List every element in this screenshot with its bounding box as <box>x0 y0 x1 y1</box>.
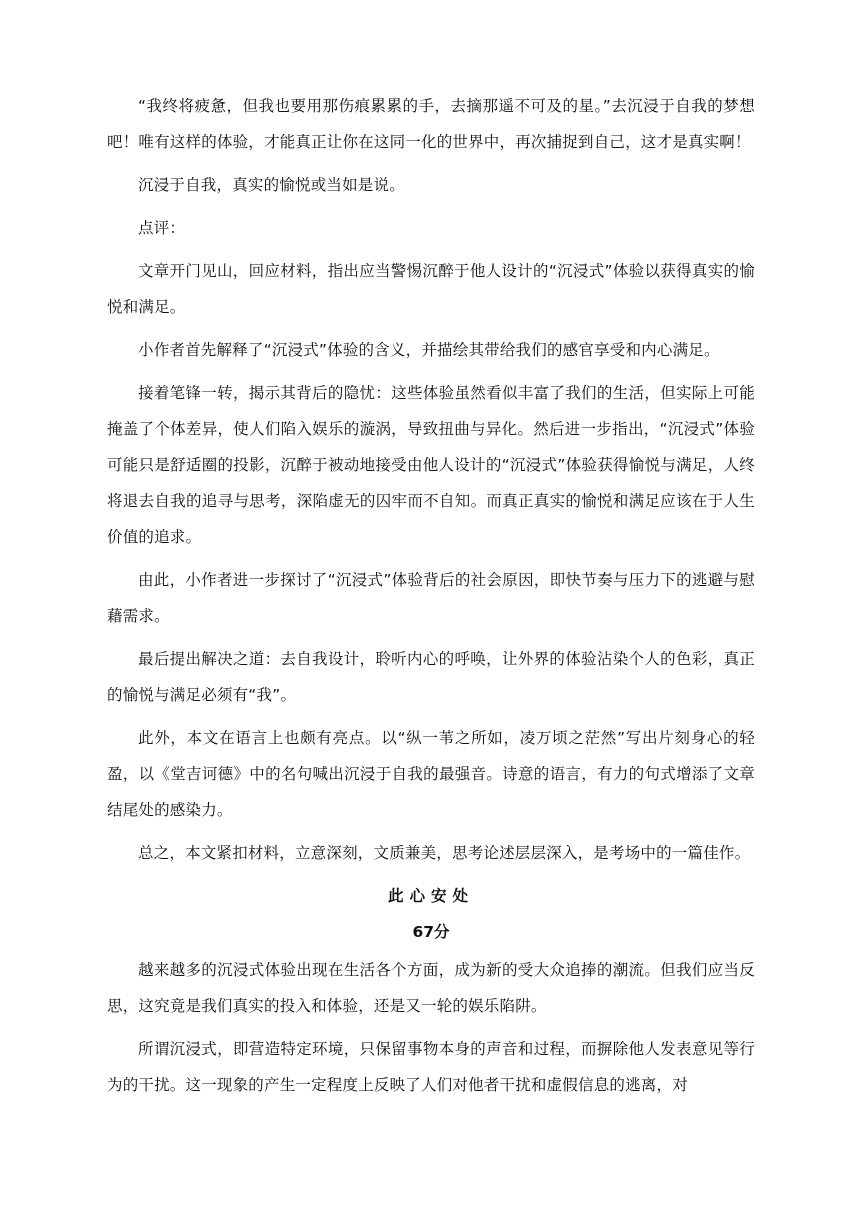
essay-title: 此心安处 <box>387 887 474 905</box>
paragraph-essay-closing: 沉浸于自我，真实的愉悦或当如是说。 <box>138 176 405 194</box>
paragraph-quote-conclusion: “我终将疲惫，但我也要用那伤痕累累的手，去摘那遥不可及的星。”去沉浸于自我的梦想吧！唯有这样的体验，才能真正让你在这同一化的世界中，再次捕捉到自己，这才是真实啊！ <box>107 97 755 151</box>
paragraph-essay-intro: 越来越多的沉浸式体验出现在生活各个方面，成为新的受大众追捧的潮流。但我们应当反思，这究竟是我们真实的投入和体验，还是又一轮的娱乐陷阱。 <box>107 961 755 1015</box>
document-page <box>107 88 755 1110</box>
paragraph-comment-summary: 总之，本文紧扣材料，立意深刻，文质兼美，思考论述层层深入，是考场中的一篇佳作。 <box>138 844 751 862</box>
paragraph-comment-solution: 最后提出解决之道：去自我设计，聆听内心的呼唤，让外界的体验沾染个人的色彩，真正的愉悦与满足必须有“我”。 <box>107 650 755 704</box>
paragraph-comment-causes: 由此，小作者进一步探讨了“沉浸式”体验背后的社会原因，即快节奏与压力下的逃避与慰藉需求。 <box>107 571 755 625</box>
paragraph-comment-language: 此外，本文在语言上也颇有亮点。以“纵一苇之所如，凌万顷之茫然”写出片刻身心的轻盈，以《堂吉诃德》中的名句喊出沉浸于自我的最强音。诗意的语言，有力的句式增添了文章结尾处的感染力。 <box>107 729 755 819</box>
essay-score: 67分 <box>412 923 450 941</box>
paragraph-comment-label: 点评： <box>138 219 186 237</box>
paragraph-comment-opening: 文章开门见山，回应材料，指出应当警惕沉醉于他人设计的“沉浸式”体验以获得真实的愉悦和满足。 <box>107 262 755 316</box>
paragraph-comment-definition: 小作者首先解释了“沉浸式”体验的含义，并描绘其带给我们的感官享受和内心满足。 <box>138 341 720 359</box>
paragraph-comment-turn: 接着笔锋一转，揭示其背后的隐忧：这些体验虽然看似丰富了我们的生活，但实际上可能掩盖了个体差异，使人们陷入娱乐的漩涡，导致扭曲与异化。然后进一步指出，“沉浸式”体验可能只是舒适圈的投影，沉醉于被动地接受由他人设计的“沉浸式”体验获得愉悦与满足，人终将退去自我的追寻与思考，深陷虚无的囚牢而不自知。而真正真实的愉悦和满足应该在于人生价值的追求。 <box>107 384 755 546</box>
paragraph-essay-definition: 所谓沉浸式，即营造特定环境，只保留事物本身的声音和过程，而摒除他人发表意见等行为的干扰。这一现象的产生一定程度上反映了人们对他者干扰和虚假信息的逃离，对 <box>107 1040 755 1094</box>
